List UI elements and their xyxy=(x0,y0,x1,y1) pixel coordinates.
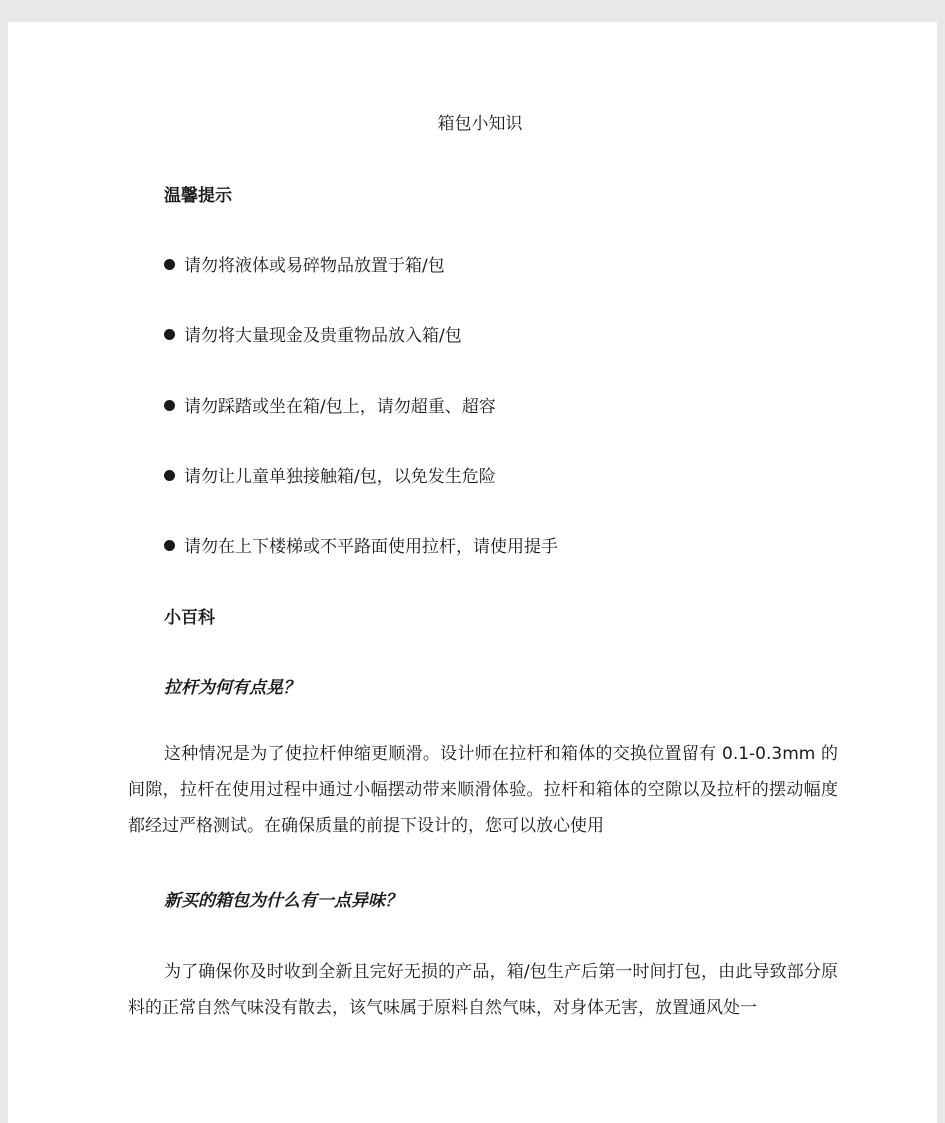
answer-paragraph: 这种情况是为了使拉杆伸缩更顺滑。设计师在拉杆和箱体的交换位置留有 0.1-0.3mm 的间隙，拉杆在使用过程中通过小幅摆动带来顺滑体验。拉杆和箱体的空隙以及拉杆的摆动幅度都经过严格测试。在确保质量的前提下设计的，您可以放心使用 xyxy=(128,744,838,836)
document-title: 箱包小知识 xyxy=(437,114,523,134)
tip-text: 请勿踩踏或坐在箱/包上，请勿超重、超容 xyxy=(184,397,496,417)
tip-item xyxy=(164,535,558,559)
document-page xyxy=(8,22,937,1123)
tip-text: 请勿将液体或易碎物品放置于箱/包 xyxy=(184,256,445,276)
question-heading: 新买的箱包为什么有一点异味？ xyxy=(164,891,402,911)
tip-text: 请勿将大量现金及贵重物品放入箱/包 xyxy=(184,326,462,346)
tip-item xyxy=(164,395,496,419)
bullet-dot-icon xyxy=(164,329,175,340)
tip-text: 请勿在上下楼梯或不平路面使用拉杆，请使用提手 xyxy=(184,537,558,557)
bullet-dot-icon xyxy=(164,400,175,411)
encyclopedia-heading: 小百科 xyxy=(164,608,215,628)
tips-heading: 温馨提示 xyxy=(164,186,232,206)
tip-item xyxy=(164,465,496,489)
answer-paragraph: 为了确保你及时收到全新且完好无损的产品，箱/包生产后第一时间打包，由此导致部分原料的正常自然气味没有散去，该气味属于原料自然气味，对身体无害，放置通风处一 xyxy=(128,962,838,1018)
bullet-dot-icon xyxy=(164,540,175,551)
tip-text: 请勿让儿童单独接触箱/包，以免发生危险 xyxy=(184,467,496,487)
tip-item xyxy=(164,324,462,348)
bullet-dot-icon xyxy=(164,470,175,481)
bullet-dot-icon xyxy=(164,259,175,270)
question-heading: 拉杆为何有点晃？ xyxy=(164,678,300,698)
tip-item xyxy=(164,254,445,278)
